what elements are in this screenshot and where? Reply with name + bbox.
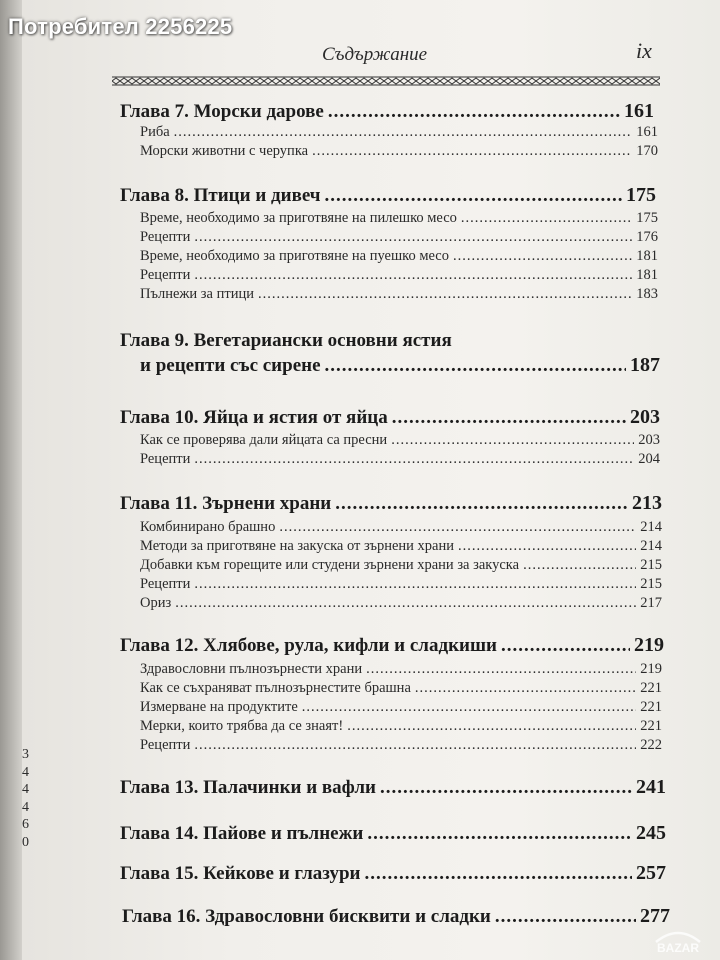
user-watermark: Потребител 2256225	[8, 14, 233, 39]
chapter-page: 187	[630, 354, 660, 376]
entry-title: Мерки, които трябва да се знаят!	[140, 718, 344, 734]
entry-title: Комбинирано брашно	[140, 519, 276, 535]
leader-dots	[523, 557, 636, 574]
entry-page: 214	[640, 519, 662, 535]
book-page	[22, 0, 720, 960]
toc-entry[interactable]	[140, 143, 658, 160]
leader-dots	[453, 248, 632, 265]
chapter-title: Глава 15. Кейкове и глазури	[120, 863, 361, 884]
entry-title: Рецепти	[140, 229, 191, 245]
chapter-page: 161	[624, 100, 654, 122]
entry-title: Време, необходимо за приготвяне на пилешко месо	[140, 210, 457, 226]
page-gutter-shadow	[0, 0, 22, 960]
chapter-page: 257	[636, 862, 666, 884]
facing-page-numbers	[22, 746, 36, 851]
leader-dots	[258, 286, 632, 303]
toc-entry[interactable]	[140, 538, 662, 555]
entry-title: Пълнежи за птици	[140, 286, 254, 302]
chapter-page: 175	[626, 184, 656, 206]
entry-page: 170	[636, 143, 658, 159]
chapter-title: Глава 9. Вегетариански основни ястия	[120, 330, 452, 351]
entry-title: Здравословни пълнозърнести храни	[140, 661, 363, 677]
margin-number: 3	[22, 747, 29, 762]
toc-entry[interactable]	[140, 595, 662, 612]
entry-page: 181	[636, 248, 658, 264]
leader-dots	[194, 267, 632, 284]
toc-chapter-14[interactable]	[120, 822, 666, 845]
toc-chapter-9-line1[interactable]	[120, 330, 660, 352]
toc-chapter-15[interactable]	[120, 862, 666, 885]
toc-entry[interactable]	[140, 267, 658, 284]
entry-page: 161	[636, 124, 658, 140]
entry-page: 222	[640, 737, 662, 753]
leader-dots	[392, 407, 626, 429]
chapter-title: Глава 8. Птици и дивеч	[120, 185, 321, 206]
chapter-title-continued: и рецепти със сирене	[140, 355, 321, 376]
leader-dots	[325, 355, 626, 377]
margin-number: 6	[22, 817, 29, 832]
leader-dots	[325, 185, 622, 207]
entry-title: Рецепти	[140, 737, 191, 753]
margin-number: 4	[22, 764, 29, 780]
toc-entry[interactable]	[140, 124, 658, 141]
entry-title: Рецепти	[140, 451, 191, 467]
chapter-title: Глава 16. Здравословни бисквити и сладки	[122, 906, 491, 927]
chapter-title: Глава 7. Морски дарове	[120, 101, 324, 122]
leader-dots	[380, 777, 632, 799]
toc-entry[interactable]	[140, 557, 662, 574]
svg-text:BAZAR: BAZAR	[657, 941, 699, 955]
leader-dots	[458, 538, 636, 555]
leader-dots	[415, 680, 636, 697]
chapter-page: 277	[640, 905, 670, 927]
ornament-divider	[112, 74, 660, 88]
entry-title: Морски животни с черупка	[140, 143, 309, 159]
leader-dots	[174, 124, 633, 141]
toc-chapter-13[interactable]	[120, 776, 666, 799]
toc-chapter-8[interactable]	[120, 184, 656, 207]
margin-number: 4	[22, 799, 29, 815]
toc-entry[interactable]	[140, 680, 662, 697]
entry-title: Как се съхраняват пълнозърнестите брашна	[140, 680, 411, 696]
entry-title: Как се проверява дали яйцата са пресни	[140, 432, 388, 448]
leader-dots	[194, 229, 632, 246]
leader-dots	[391, 432, 634, 449]
toc-chapter-9-line2[interactable]	[140, 354, 660, 377]
entry-title: Методи за приготвяне на закуска от зърнени храни	[140, 538, 455, 554]
entry-page: 175	[636, 210, 658, 226]
toc-chapter-7[interactable]	[120, 100, 654, 123]
chapter-page: 203	[630, 406, 660, 428]
toc-entry[interactable]	[140, 451, 660, 468]
bazar-logo-icon	[646, 920, 710, 956]
toc-chapter-16[interactable]	[122, 905, 670, 928]
leader-dots	[302, 699, 636, 716]
entry-title: Време, необходимо за приготвяне на пуешко месо	[140, 248, 449, 264]
entry-title: Измерване на продуктите	[140, 699, 298, 715]
toc-entry[interactable]	[140, 718, 662, 735]
entry-title: Рецепти	[140, 267, 191, 283]
leader-dots	[495, 906, 636, 928]
toc-entry[interactable]	[140, 737, 662, 754]
leader-dots	[367, 823, 632, 845]
toc-entry[interactable]	[140, 661, 662, 678]
running-head: Съдържание	[322, 44, 428, 65]
leader-dots	[312, 143, 632, 160]
leader-dots	[279, 519, 636, 536]
entry-page: 204	[638, 451, 660, 467]
toc-entry[interactable]	[140, 432, 660, 449]
toc-chapter-11[interactable]	[120, 492, 662, 515]
entry-title: Рецепти	[140, 576, 191, 592]
chapter-title: Глава 13. Палачинки и вафли	[120, 777, 376, 798]
entry-title: Риба	[140, 124, 170, 140]
entry-page: 181	[636, 267, 658, 283]
chapter-page: 213	[632, 492, 662, 514]
entry-title: Добавки към горещите или студени зърнени храни за закуска	[140, 557, 520, 573]
margin-number: 4	[22, 782, 29, 797]
chapter-title: Глава 10. Яйца и ястия от яйца	[120, 407, 388, 428]
chapter-page: 241	[636, 776, 666, 798]
toc-entry[interactable]	[140, 286, 658, 303]
leader-dots	[194, 576, 636, 593]
entry-page: 203	[638, 432, 660, 448]
toc-entry[interactable]	[140, 229, 658, 246]
leader-dots	[366, 661, 636, 678]
leader-dots	[335, 493, 628, 515]
entry-page: 221	[640, 718, 662, 734]
leader-dots	[175, 595, 636, 612]
leader-dots	[501, 635, 630, 657]
leader-dots	[461, 210, 632, 227]
entry-page: 219	[640, 661, 662, 677]
entry-page: 214	[640, 538, 662, 554]
entry-page: 183	[636, 286, 658, 302]
toc-entry[interactable]	[140, 248, 658, 265]
chapter-title: Глава 11. Зърнени храни	[120, 493, 332, 514]
entry-page: 221	[640, 699, 662, 715]
toc-chapter-12[interactable]	[120, 634, 664, 657]
leader-dots	[194, 737, 636, 754]
toc-entry[interactable]	[140, 699, 662, 716]
page-number: ix	[636, 38, 652, 63]
leader-dots	[194, 451, 634, 468]
chapter-page: 245	[636, 822, 666, 844]
entry-page: 221	[640, 680, 662, 696]
leader-dots	[365, 863, 633, 885]
margin-number: 0	[22, 834, 29, 850]
leader-dots	[347, 718, 636, 735]
toc-chapter-10[interactable]	[120, 406, 660, 429]
entry-page: 215	[640, 557, 662, 573]
toc-entry[interactable]	[140, 210, 658, 227]
entry-page: 215	[640, 576, 662, 592]
leader-dots	[328, 101, 620, 123]
chapter-title: Глава 14. Пайове и пълнежи	[120, 823, 364, 844]
entry-page: 176	[636, 229, 658, 245]
chapter-page: 219	[634, 634, 664, 656]
toc-entry[interactable]	[140, 519, 662, 536]
chapter-title: Глава 12. Хлябове, рула, кифли и сладкиши	[120, 635, 497, 656]
entry-title: Ориз	[140, 595, 172, 611]
toc-entry[interactable]	[140, 576, 662, 593]
entry-page: 217	[640, 595, 662, 611]
